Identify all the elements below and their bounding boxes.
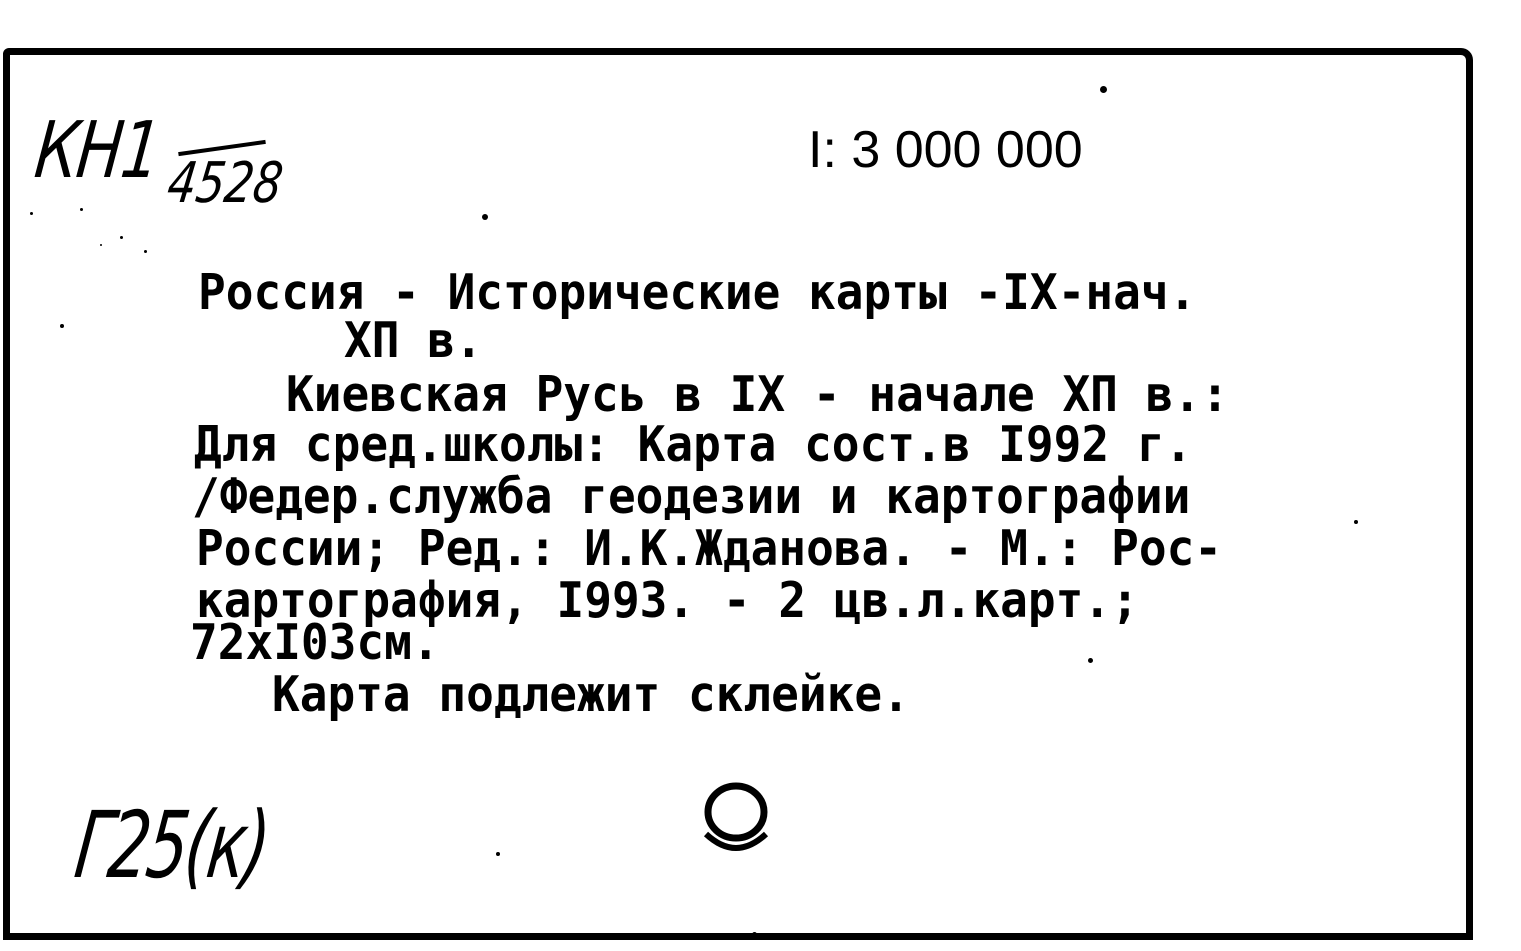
description-line: России; Ред.: И.К.Жданова. - М.: Рос-: [196, 520, 1223, 577]
shelf-mark: КН1: [30, 106, 164, 196]
scan-speck: [100, 244, 102, 246]
shelf-number: 4528: [163, 151, 287, 216]
description-line: картография, I993. - 2 цв.л.карт.;: [196, 572, 1139, 629]
physical-dimensions-line: 72xI03см.: [190, 614, 440, 671]
scan-speck: [1100, 86, 1107, 93]
classification-code: Г25(к): [69, 792, 274, 899]
note-line: Карта подлежит склейке.: [272, 666, 910, 723]
scan-speck: [496, 852, 500, 856]
scan-speck: [80, 208, 83, 211]
scan-speck: [752, 932, 757, 937]
scan-speck: [60, 324, 64, 328]
subject-heading-line: Россия - Исторические карты -IX-нач.: [198, 264, 1197, 321]
card-punch-hole-icon: [700, 782, 772, 856]
scan-speck: [482, 214, 488, 220]
scan-speck: [30, 212, 33, 215]
scan-speck: [120, 236, 123, 239]
title-line: Киевская Русь в IX - начале XП в.:: [286, 366, 1229, 423]
scan-speck: [1354, 520, 1358, 524]
description-line: /Федер.служба геодезии и картографии: [192, 468, 1191, 525]
subject-heading-continuation: XП в.: [344, 312, 483, 369]
scan-speck: [144, 250, 147, 253]
map-scale: I: 3 000 000: [808, 121, 1083, 179]
scan-speck: [1088, 658, 1093, 663]
description-line: Для сред.школы: Карта сост.в I992 г.: [194, 416, 1193, 473]
